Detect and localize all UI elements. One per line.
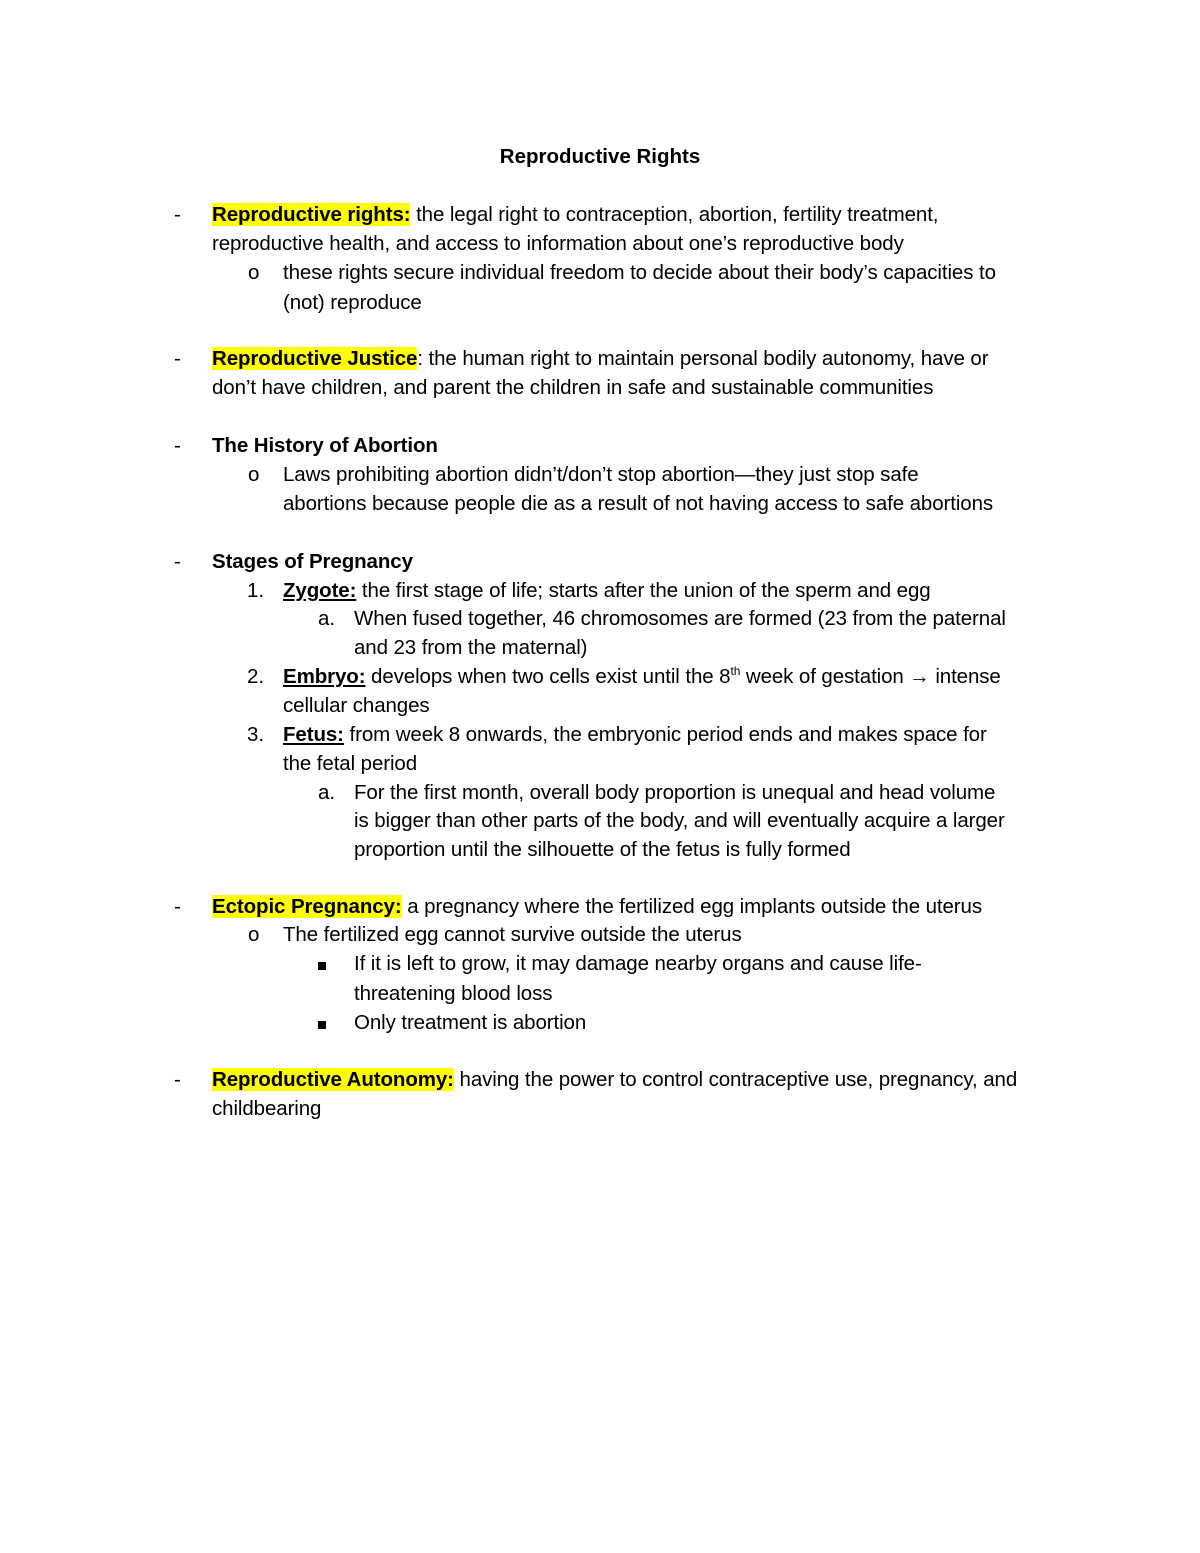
ectopic-bullet-1-line-1: If it is left to grow, it may damage nearby organs and cause life-: [354, 952, 922, 975]
list-circle: o: [248, 261, 260, 284]
reproductive-justice-line-2: don’t have children, and parent the children in safe and sustainable communities: [212, 376, 934, 399]
list-number-1: 1.: [247, 579, 265, 602]
zygote-line: Zygote: the first stage of life; starts after the union of the sperm and egg: [283, 579, 931, 602]
list-letter-a: a.: [318, 781, 336, 804]
term-reproductive-justice: Reproductive Justice: [212, 347, 418, 370]
reproductive-autonomy-line-1: Reproductive Autonomy: having the power to control contraceptive use, pregnancy, and: [212, 1068, 1018, 1091]
list-dash: -: [174, 1068, 181, 1091]
fetus-line-1: Fetus: from week 8 onwards, the embryonic period ends and makes space for: [283, 723, 987, 746]
reproductive-rights-sub-line-2: (not) reproduce: [283, 291, 422, 314]
embryo-line-2: cellular changes: [283, 694, 430, 717]
list-dash: -: [174, 203, 181, 226]
reproductive-rights-sub-line-1: these rights secure individual freedom to decide about their body’s capacities to: [283, 261, 996, 284]
zygote-sub-line-2: and 23 from the maternal): [354, 636, 588, 659]
list-dash: -: [174, 347, 181, 370]
term-reproductive-rights: Reproductive rights:: [212, 203, 411, 226]
reproductive-autonomy-line-2: childbearing: [212, 1097, 322, 1120]
list-letter-a: a.: [318, 607, 336, 630]
term-reproductive-autonomy: Reproductive Autonomy:: [212, 1068, 454, 1091]
list-dash: -: [174, 434, 181, 457]
right-arrow-icon: →: [909, 665, 930, 688]
fetus-sub-line-2: is bigger than other parts of the body, and will eventually acquire a larger: [354, 809, 1005, 832]
list-dash: -: [174, 895, 181, 918]
ectopic-pregnancy-line-1: Ectopic Pregnancy: a pregnancy where the fertilized egg implants outside the uterus: [212, 895, 982, 918]
page-title: Reproductive Rights: [499, 145, 701, 168]
embryo-line-1: Embryo: develops when two cells exist until the 8th week of gestation → intense: [283, 664, 1001, 688]
reproductive-rights-line-1: Reproductive rights: the legal right to contraception, abortion, fertility treatment,: [212, 203, 939, 226]
stages-of-pregnancy-heading: Stages of Pregnancy: [212, 550, 413, 573]
term-zygote: Zygote:: [283, 579, 357, 602]
ectopic-bullet-2: Only treatment is abortion: [354, 1011, 587, 1034]
zygote-sub-line-1: When fused together, 46 chromosomes are formed (23 from the paternal: [354, 607, 1006, 630]
list-number-2: 2.: [247, 665, 265, 688]
square-bullet-icon: [318, 949, 326, 978]
reproductive-rights-line-2: reproductive health, and access to information about one’s reproductive body: [212, 232, 904, 255]
term-embryo: Embryo:: [283, 665, 366, 688]
history-sub-line-1: Laws prohibiting abortion didn’t/don’t stop abortion—they just stop safe: [283, 463, 919, 486]
history-of-abortion-heading: The History of Abortion: [212, 434, 438, 457]
list-dash: -: [174, 550, 181, 573]
fetus-sub-line-1: For the first month, overall body proportion is unequal and head volume: [354, 781, 996, 804]
reproductive-justice-line-1: Reproductive Justice: the human right to maintain personal bodily autonomy, have or: [212, 347, 989, 370]
fetus-sub-line-3: proportion until the silhouette of the fetus is fully formed: [354, 838, 851, 861]
history-sub-line-2: abortions because people die as a result of not having access to safe abortions: [283, 492, 994, 515]
term-ectopic-pregnancy: Ectopic Pregnancy:: [212, 895, 402, 918]
ectopic-sub-line-1: The fertilized egg cannot survive outside the uterus: [283, 923, 742, 946]
ectopic-bullet-1-line-2: threatening blood loss: [354, 982, 553, 1005]
list-number-3: 3.: [247, 723, 265, 746]
square-bullet-icon: [318, 1008, 326, 1037]
term-fetus: Fetus:: [283, 723, 344, 746]
list-circle: o: [248, 923, 260, 946]
fetus-line-2: the fetal period: [283, 752, 418, 775]
list-circle: o: [248, 463, 260, 486]
